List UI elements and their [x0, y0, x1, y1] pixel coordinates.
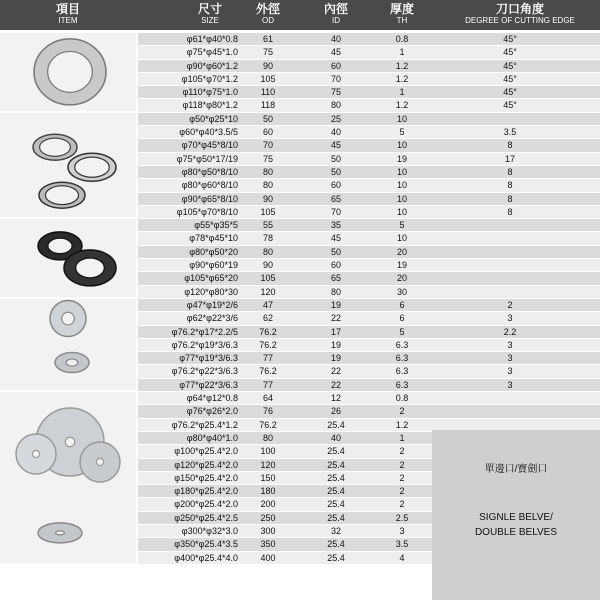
cell-th: 1.2: [395, 73, 409, 84]
cell-size: φ50*φ25*10: [189, 113, 238, 124]
table-row: [138, 33, 600, 46]
spacer-rings-illustration: [0, 113, 136, 217]
table-row: [138, 73, 600, 86]
slitter-blade-shape: [50, 301, 86, 337]
table-row: [138, 219, 600, 232]
cell-od: 47: [262, 299, 273, 310]
cell-size: φ76.2*φ19*3/6.3: [171, 339, 238, 350]
cell-od: 200: [260, 499, 276, 510]
bevel-note: [432, 430, 600, 600]
cell-od: 61: [262, 34, 273, 44]
cell-size: φ105*φ65*20: [184, 273, 238, 284]
cell-th: 3.5: [395, 539, 409, 550]
cell-id: 17: [330, 326, 341, 337]
cell-th: 30: [396, 286, 407, 297]
cell-size: φ180*φ25.4*2.0: [174, 486, 238, 497]
cell-od: 76.2: [259, 419, 277, 430]
cell-od: 90: [262, 260, 273, 271]
cell-th: 10: [396, 206, 407, 217]
cell-id: 70: [330, 206, 341, 217]
table-row: [138, 153, 600, 166]
cell-id: 40: [330, 127, 341, 138]
item-image-flat-ring-blade: [0, 33, 136, 111]
cell-degree: 2: [507, 299, 513, 310]
circular-blades-large-illustration: [0, 392, 136, 563]
cell-size: φ90*φ65*8/10: [181, 193, 238, 204]
cell-id: 19: [330, 299, 341, 310]
cell-size: φ77*φ22*3/6.3: [179, 379, 238, 390]
cell-id: 25.4: [327, 486, 345, 497]
cell-th: 6.3: [395, 379, 409, 390]
cell-od: 76.2: [259, 326, 277, 337]
cell-th: 3: [399, 525, 405, 536]
cell-degree: 45°: [503, 73, 517, 84]
cell-od: 120: [260, 286, 276, 297]
cell-size: φ76.2*φ25.4*1.2: [171, 419, 238, 430]
cell-degree: 8: [507, 166, 513, 177]
cell-size: φ300*φ32*3.0: [181, 525, 238, 536]
item-image-slitter-blades-small: [0, 299, 136, 390]
cell-id: 50: [330, 153, 341, 164]
header-item-zh: 項目: [55, 2, 80, 16]
table-row: [138, 113, 600, 126]
table-row: [138, 379, 600, 392]
cell-th: 1: [399, 47, 405, 58]
table-row: [138, 405, 600, 418]
cell-id: 25.4: [327, 539, 345, 550]
spacer-ring-shape: [39, 182, 85, 208]
cell-od: 50: [262, 113, 273, 124]
cell-th: 20: [396, 273, 407, 284]
cell-th: 6.3: [395, 339, 409, 350]
table-row: [138, 193, 600, 206]
cell-od: 76: [262, 406, 273, 417]
cell-od: 90: [262, 193, 273, 204]
cell-id: 25.4: [327, 499, 345, 510]
cell-th: 5: [399, 220, 405, 231]
cell-size: φ90*φ60*1.2: [186, 60, 238, 71]
cell-th: 6.3: [395, 353, 409, 364]
table-header: [0, 0, 600, 30]
cell-od: 118: [260, 100, 276, 111]
cell-od: 64: [262, 393, 273, 404]
header-th-en: TH: [396, 16, 408, 25]
cell-id: 25.4: [327, 459, 345, 470]
cell-od: 60: [262, 127, 273, 138]
table-row: [138, 365, 600, 378]
cell-od: 180: [260, 486, 276, 497]
header-od-zh: 外徑: [255, 2, 280, 16]
cell-th: 2: [399, 499, 405, 510]
cell-od: 105: [260, 206, 276, 217]
cell-id: 65: [330, 193, 341, 204]
cell-size: φ75*φ50*17/19: [176, 153, 238, 164]
table-row: [138, 232, 600, 245]
cell-size: φ80*φ60*8/10: [181, 180, 238, 191]
cell-th: 10: [396, 180, 407, 191]
circular-blade-shape: [16, 434, 56, 474]
header-degree-zh: 刀口角度: [495, 2, 544, 16]
cell-id: 12: [330, 393, 341, 404]
cell-size: φ400*φ25.4*4.0: [174, 552, 238, 563]
cell-id: 70: [330, 73, 341, 84]
cell-size: φ120*φ80*30: [184, 286, 238, 297]
cell-od: 250: [260, 512, 276, 523]
header-id-zh: 內徑: [323, 2, 348, 16]
cell-th: 0.8: [395, 34, 409, 44]
cell-id: 75: [330, 87, 341, 98]
cell-id: 25.4: [327, 512, 345, 523]
item-image-circular-blades-large: [0, 392, 136, 563]
cell-od: 78: [262, 233, 273, 244]
cell-th: 2: [399, 406, 405, 417]
flat-ring-blade-illustration: [0, 33, 136, 111]
cell-th: 5: [399, 127, 405, 138]
header-od: [242, 0, 294, 30]
cell-size: φ100*φ25.4*2.0: [174, 446, 238, 457]
item-image-rubber-rings: [0, 219, 136, 297]
cell-th: 1.2: [395, 60, 409, 71]
cell-degree: 3: [507, 313, 513, 324]
cell-th: 1: [399, 87, 405, 98]
table-row: [138, 339, 600, 352]
cell-size: φ64*φ12*0.8: [186, 393, 238, 404]
cell-size: φ70*φ45*8/10: [181, 140, 238, 151]
cell-size: φ62*φ22*3/6: [186, 313, 238, 324]
cell-th: 2: [399, 486, 405, 497]
cell-size: φ76*φ26*2.0: [186, 406, 238, 417]
cell-degree: 8: [507, 206, 513, 217]
cell-size: φ76.2*φ17*2.2/5: [171, 326, 238, 337]
cell-size: φ120*φ25.4*2.0: [174, 459, 238, 470]
cell-id: 25.4: [327, 419, 345, 430]
cell-th: 2: [399, 446, 405, 457]
spacer-ring-shape: [68, 153, 116, 181]
cell-id: 32: [330, 525, 341, 536]
table-row: [138, 166, 600, 179]
table-row: [138, 246, 600, 259]
cell-od: 77: [262, 353, 273, 364]
cell-id: 19: [330, 339, 341, 350]
table-row: [138, 86, 600, 99]
cell-degree: 8: [507, 180, 513, 191]
cell-th: 10: [396, 166, 407, 177]
header-id: [310, 0, 362, 30]
cell-degree: 3: [507, 353, 513, 364]
table-row: [138, 259, 600, 272]
cell-od: 150: [260, 472, 276, 483]
cell-id: 19: [330, 353, 341, 364]
cell-size: φ61*φ40*0.8: [186, 34, 238, 44]
table-row: [138, 60, 600, 73]
cell-od: 76.2: [259, 366, 277, 377]
cell-od: 100: [260, 446, 276, 457]
cell-id: 22: [330, 366, 341, 377]
cell-th: 0.8: [395, 393, 409, 404]
cell-degree: 17: [504, 153, 515, 164]
cell-od: 400: [260, 552, 276, 563]
table-row: [138, 126, 600, 139]
cell-od: 80: [262, 246, 273, 257]
table-row: [138, 352, 600, 365]
cell-th: 19: [396, 153, 407, 164]
cell-od: 76.2: [259, 339, 277, 350]
cell-id: 40: [330, 432, 341, 443]
table-row: [138, 179, 600, 192]
cell-od: 77: [262, 379, 273, 390]
cell-od: 80: [262, 180, 273, 191]
cell-id: 80: [330, 100, 341, 111]
cell-size: φ80*φ50*8/10: [181, 166, 238, 177]
cell-degree: 45°: [503, 47, 517, 58]
item-image-spacer-rings: [0, 113, 136, 217]
table-row: [138, 326, 600, 339]
header-size-en: SIZE: [201, 16, 219, 25]
cell-degree: 45°: [503, 100, 517, 111]
cell-th: 10: [396, 140, 407, 151]
cell-id: 45: [330, 47, 341, 58]
bevel-note-en-line1: SIGNLE BELVE/: [479, 512, 553, 523]
cell-degree: 2.2: [503, 326, 517, 337]
table-row: [138, 206, 600, 219]
header-id-en: ID: [332, 16, 340, 25]
header-th-zh: 厚度: [389, 2, 414, 16]
cell-size: φ105*φ70*1.2: [181, 73, 238, 84]
cell-od: 55: [262, 220, 273, 231]
table-row: [138, 139, 600, 152]
cell-degree: 3: [507, 379, 513, 390]
header-item: [0, 0, 136, 30]
bevel-note-zh: 單邊口/寶劍口: [484, 464, 548, 475]
bevel-note-en-line2: DOUBLE BELVES: [474, 527, 558, 538]
cell-th: 4: [399, 552, 405, 563]
cell-th: 10: [396, 233, 407, 244]
cell-degree: 45°: [503, 60, 517, 71]
cell-od: 70: [262, 140, 273, 151]
cell-id: 22: [330, 379, 341, 390]
cell-size: φ250*φ25.4*2.5: [174, 512, 238, 523]
header-degree-en: DEGREE OF CUTTING EDGE: [465, 16, 575, 25]
cell-size: φ105*φ70*8/10: [176, 206, 238, 217]
cell-size: φ47*φ19*2/6: [186, 299, 238, 310]
rubber-rings-illustration: [0, 219, 136, 297]
table-row: [138, 99, 600, 112]
cell-id: 26: [330, 406, 341, 417]
cell-id: 65: [330, 273, 341, 284]
cell-id: 50: [330, 166, 341, 177]
cell-od: 105: [260, 273, 276, 284]
rubber-ring-shape: [64, 250, 116, 286]
cell-degree: 8: [507, 140, 513, 151]
slitter-blades-small-illustration: [0, 299, 136, 390]
circular-blade-shape: [80, 442, 120, 482]
cell-od: 80: [262, 432, 273, 443]
cell-th: 2.5: [395, 512, 409, 523]
header-size: [180, 0, 240, 30]
header-item-en: ITEM: [58, 16, 78, 25]
cell-th: 6.3: [395, 366, 409, 377]
cell-od: 120: [260, 459, 276, 470]
slitter-blade-shape: [55, 353, 89, 373]
cell-od: 300: [260, 525, 276, 536]
cell-id: 25.4: [327, 472, 345, 483]
header-od-en: OD: [262, 16, 274, 25]
table-row: [138, 392, 600, 405]
cell-size: φ78*φ45*10: [189, 233, 238, 244]
cell-od: 105: [260, 73, 276, 84]
cell-th: 2: [399, 459, 405, 470]
table-row: [138, 272, 600, 285]
cell-size: φ150*φ25.4*2.0: [174, 472, 238, 483]
cell-th: 1: [399, 432, 405, 443]
cell-size: φ80*φ50*20: [189, 246, 238, 257]
cell-id: 25.4: [327, 552, 345, 563]
table-row: [138, 299, 600, 312]
cell-th: 1.2: [395, 419, 409, 430]
spacer-ring-shape: [33, 134, 77, 160]
cell-degree: 45°: [503, 34, 517, 44]
cell-od: 90: [262, 60, 273, 71]
cell-od: 350: [260, 539, 276, 550]
cell-size: φ350*φ25.4*3.5: [174, 539, 238, 550]
header-degree: [440, 0, 600, 30]
cell-size: φ75*φ45*1.0: [186, 47, 238, 58]
cell-id: 60: [330, 180, 341, 191]
cell-size: φ77*φ19*3/6.3: [179, 353, 238, 364]
cell-id: 50: [330, 246, 341, 257]
cell-th: 6: [399, 313, 405, 324]
cell-od: 62: [262, 313, 273, 324]
cell-size: φ200*φ25.4*2.0: [174, 499, 238, 510]
cell-th: 5: [399, 326, 405, 337]
flat-ring-blade-shape: [34, 39, 106, 105]
cell-degree: 3.5: [503, 127, 517, 138]
table-row: [138, 286, 600, 299]
cell-th: 2: [399, 472, 405, 483]
cell-degree: 3: [507, 366, 513, 377]
cell-th: 20: [396, 246, 407, 257]
cell-th: 10: [396, 193, 407, 204]
cell-od: 75: [262, 47, 273, 58]
cell-id: 25.4: [327, 446, 345, 457]
header-th: [376, 0, 428, 30]
cell-size: φ80*φ40*1.0: [186, 432, 238, 443]
cell-id: 40: [330, 34, 341, 44]
cell-th: 19: [396, 260, 407, 271]
cell-id: 45: [330, 233, 341, 244]
cell-od: 80: [262, 166, 273, 177]
cell-id: 22: [330, 313, 341, 324]
cell-size: φ60*φ40*3.5/5: [179, 127, 238, 138]
cell-degree: 3: [507, 339, 513, 350]
cell-size: φ55*φ35*5: [194, 220, 238, 231]
cell-id: 60: [330, 60, 341, 71]
cell-size: φ76.2*φ22*3/6.3: [171, 366, 238, 377]
cell-id: 35: [330, 220, 341, 231]
cell-th: 10: [396, 113, 407, 124]
cell-id: 60: [330, 260, 341, 271]
table-row: [138, 46, 600, 59]
cell-th: 1.2: [395, 100, 409, 111]
cell-th: 6: [399, 299, 405, 310]
cell-degree: 45°: [503, 87, 517, 98]
cell-degree: 8: [507, 193, 513, 204]
cell-id: 45: [330, 140, 341, 151]
cell-size: φ110*φ75*1.0: [182, 87, 238, 98]
circular-blade-shape: [38, 523, 82, 543]
cell-id: 80: [330, 286, 341, 297]
cell-size: φ90*φ60*19: [189, 260, 238, 271]
header-size-zh: 尺寸: [197, 2, 222, 16]
cell-od: 110: [260, 87, 276, 98]
cell-id: 25: [330, 113, 341, 124]
cell-od: 75: [262, 153, 273, 164]
cell-size: φ118*φ80*1.2: [182, 100, 238, 111]
table-row: [138, 312, 600, 325]
